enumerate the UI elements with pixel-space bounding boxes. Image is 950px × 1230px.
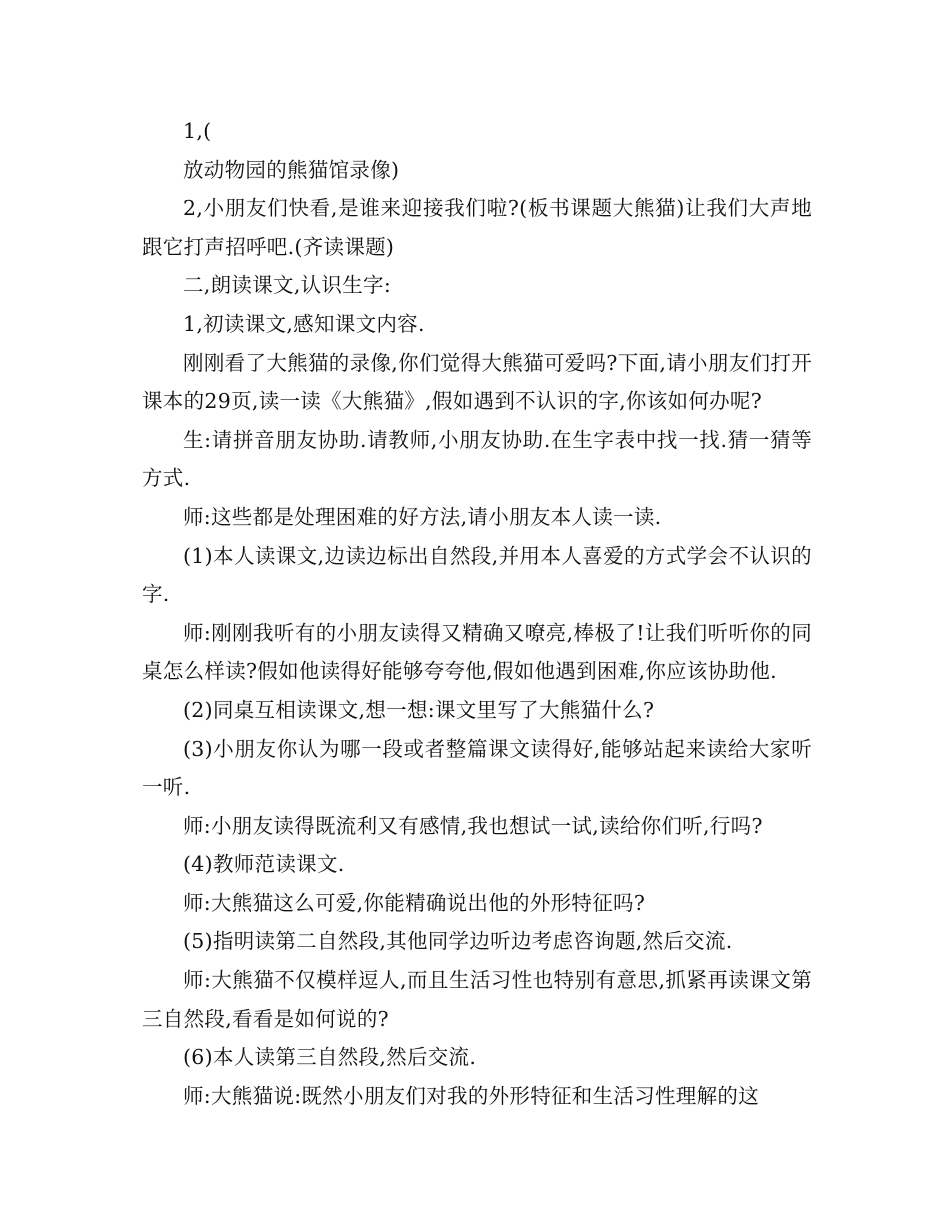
paragraph: 师:大熊猫说:既然小朋友们对我的外形特征和生活习性理解的这 [183, 1083, 760, 1108]
paragraph: 师:这些都是处理困难的好方法,请小朋友本人读一读. [183, 504, 662, 529]
paragraph: 师:小朋友读得既流利又有感情,我也想试一试,读给你们听,行吗? [183, 813, 763, 838]
paragraph: (6)本人读第三自然段,然后交流. [183, 1045, 477, 1070]
paragraph: 生:请拼音朋友协助.请教师,小朋友协助.在生字表中找一找.猜一猜等方式. [142, 427, 812, 491]
paragraph: (3)小朋友你认为哪一段或者整篇课文读得好,能够站起来读给大家听一听. [142, 736, 812, 800]
paragraph: (1)本人读课文,边读边标出自然段,并用本人喜爱的方式学会不认识的字. [142, 543, 812, 607]
paragraph: (5)指明读第二自然段,其他同学边听边考虑咨询题,然后交流. [183, 929, 733, 954]
paragraph: 师:刚刚我听有的小朋友读得又精确又嘹亮,棒极了!让我们听听你的同桌怎么样读?假如他读得好能够夸夸他,假如他遇到困难,你应该协助他. [142, 620, 812, 684]
paragraph: 师:大熊猫这么可爱,你能精确说出他的外形特征吗? [183, 890, 646, 915]
paragraph: 刚刚看了大熊猫的录像,你们觉得大熊猫可爱吗?下面,请小朋友们打开课本的29页,读一读《大熊猫》,假如遇到不认识的字,你该如何办呢? [142, 350, 812, 414]
paragraph: 二,朗读课文,认识生字: [183, 273, 392, 298]
paragraph: 2,小朋友们快看,是谁来迎接我们啦?(板书课题大熊猫)让我们大声地跟它打声招呼吧.(齐读课题) [142, 196, 812, 259]
paragraph: 1,( [183, 119, 212, 143]
paragraph: 1,初读课文,感知课文内容. [183, 311, 425, 336]
document-body [142, 112, 812, 1115]
paragraph: 放动物园的熊猫馆录像) [183, 157, 400, 182]
paragraph: (2)同桌互相读课文,想一想:课文里写了大熊猫什么? [183, 697, 655, 722]
paragraph: 师:大熊猫不仅模样逗人,而且生活习性也特别有意思,抓紧再读课文第三自然段,看看是如何说的? [142, 968, 812, 1031]
paragraph: (4)教师范读课文. [183, 852, 345, 877]
